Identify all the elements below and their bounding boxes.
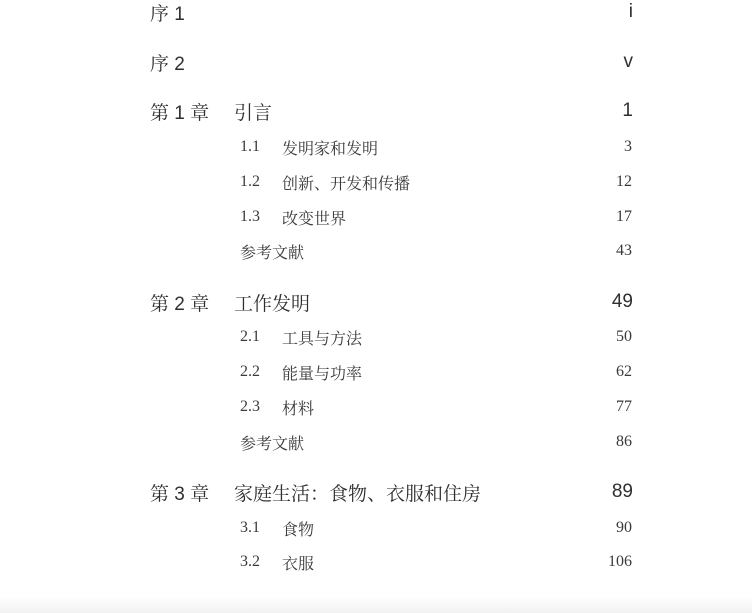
toc-entry-page: 43	[616, 242, 632, 259]
toc-entry-title: 引言	[234, 102, 273, 124]
toc-entry-number: 1.2	[240, 173, 260, 190]
toc-entry-number: 1.1	[240, 138, 260, 155]
toc-entry-chapter-1[interactable]	[150, 99, 633, 123]
toc-entry-title: 材料	[282, 400, 315, 418]
toc-entry-number: 2.2	[240, 363, 260, 380]
toc-entry-number: 3.1	[240, 519, 260, 536]
toc-entry-number: 2.3	[240, 398, 260, 415]
toc-entry-page: 3	[624, 138, 632, 155]
toc-entry-section-1-2[interactable]	[240, 170, 632, 194]
toc-entry-number: 2.1	[240, 328, 260, 345]
toc-entry-references-2[interactable]	[240, 430, 632, 454]
toc-entry-title: 改变世界	[282, 210, 347, 228]
toc-entry-chapter-3[interactable]	[150, 480, 633, 504]
toc-entry-page: 49	[611, 291, 633, 312]
toc-entry-page: 50	[616, 328, 632, 345]
toc-entry-title: 序 1	[150, 3, 185, 25]
toc-entry-title: 能量与功率	[282, 365, 363, 383]
page-bottom-edge	[0, 596, 752, 613]
toc-entry-number: 1.3	[240, 208, 260, 225]
toc-entry-section-1-1[interactable]	[240, 135, 632, 159]
toc-entry-number: 第 1 章	[150, 102, 210, 124]
toc-entry-title: 工具与方法	[282, 330, 363, 348]
toc-entry-title: 家庭生活：食物、衣服和住房	[234, 483, 482, 505]
toc-entry-title: 食物	[282, 521, 315, 539]
toc-entry-title: 衣服	[282, 555, 315, 573]
toc-entry-preface-2[interactable]	[150, 50, 633, 74]
toc-entry-title: 创新、开发和传播	[282, 175, 411, 193]
toc-entry-page: 86	[616, 433, 632, 450]
toc-entry-preface-1[interactable]	[150, 0, 633, 24]
toc-entry-section-3-1[interactable]	[240, 516, 632, 540]
toc-entry-section-1-3[interactable]	[240, 205, 632, 229]
toc-entry-page: 17	[616, 208, 632, 225]
toc-entry-section-2-1[interactable]	[240, 325, 632, 349]
toc-entry-number: 第 2 章	[150, 293, 210, 315]
toc-entry-references-1[interactable]	[240, 239, 632, 263]
toc-entry-page: 12	[616, 173, 632, 190]
toc-entry-title: 序 2	[150, 53, 185, 75]
toc-entry-page: 89	[611, 481, 633, 502]
toc-entry-page: 77	[616, 398, 632, 415]
toc-entry-number: 第 3 章	[150, 483, 210, 505]
toc-entry-page: 62	[616, 363, 632, 380]
toc-entry-section-2-2[interactable]	[240, 360, 632, 384]
toc-entry-title: 参考文献	[240, 435, 305, 453]
toc-entry-page: 1	[622, 100, 633, 121]
toc-entry-page: 106	[608, 553, 632, 570]
toc-entry-section-2-3[interactable]	[240, 395, 632, 419]
toc-entry-chapter-2[interactable]	[150, 290, 633, 314]
toc-entry-section-3-2[interactable]	[240, 550, 632, 574]
toc-entry-page: i	[628, 1, 633, 22]
toc-entry-number: 3.2	[240, 553, 260, 570]
toc-entry-page: 90	[616, 519, 632, 536]
toc-entry-title: 发明家和发明	[282, 140, 379, 158]
toc-entry-title: 参考文献	[240, 244, 305, 262]
toc-entry-title: 工作发明	[234, 293, 311, 315]
toc-entry-page: v	[623, 51, 633, 72]
